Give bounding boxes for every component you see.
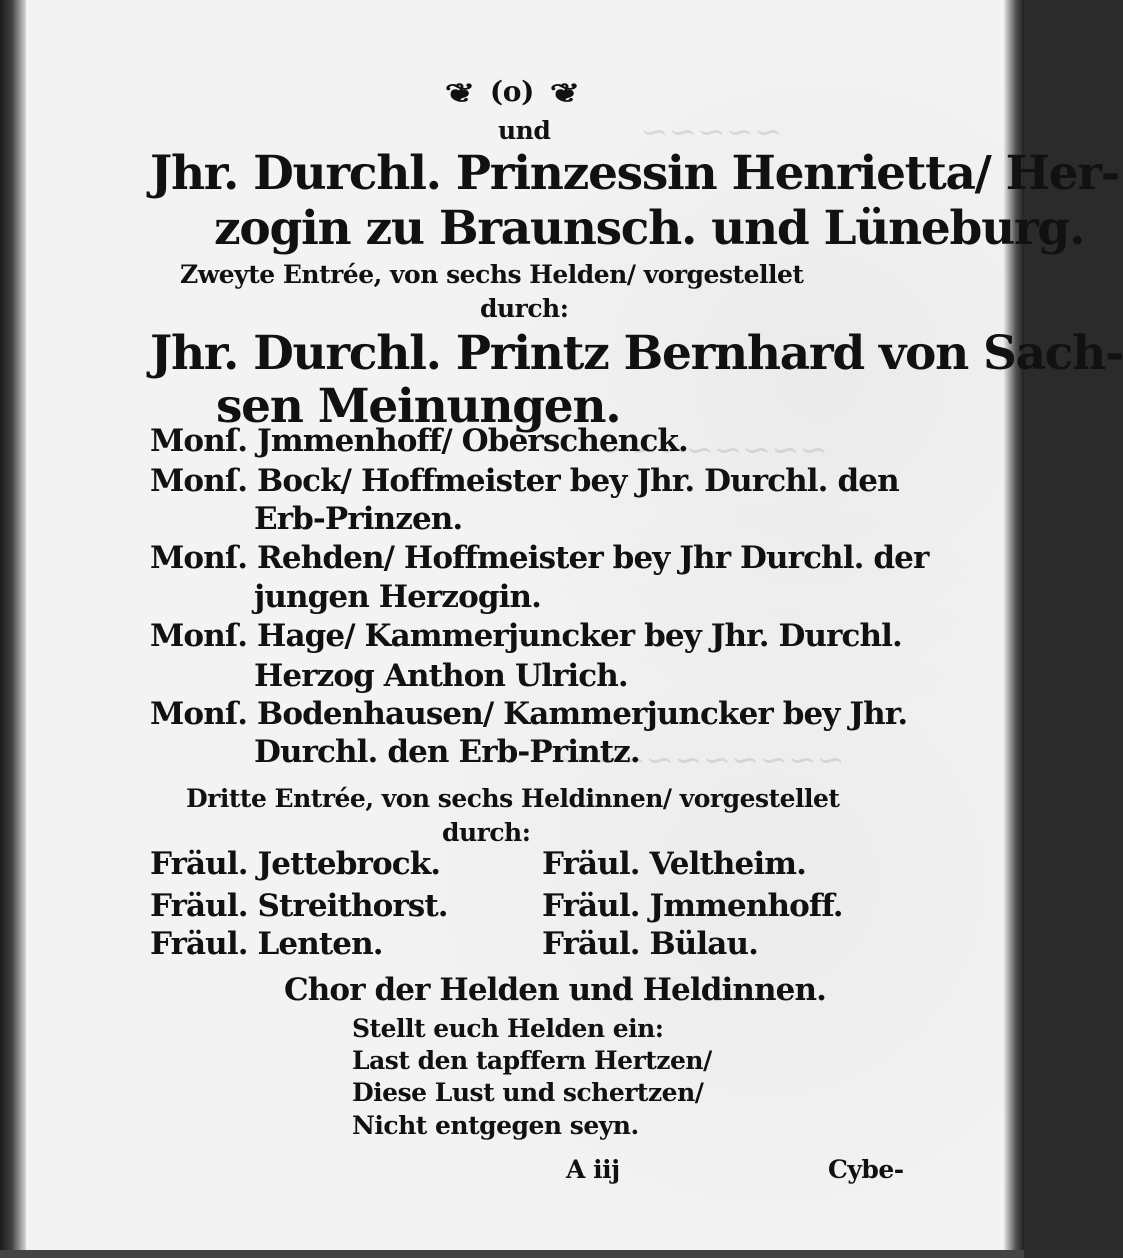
title-line-1: Jhr. Durchl. Prinzessin Henrietta/ Her- xyxy=(150,146,1119,201)
ornament-left-icon: ❦ xyxy=(444,78,475,109)
entree3-line-1: Dritte Entrée, von sechs Heldinnen/ vorgestellet xyxy=(186,784,840,813)
entree2-line-1: Zweyte Entrée, von sechs Helden/ vorgestellet xyxy=(180,260,804,289)
verse-line-1: Stellt euch Helden ein: xyxy=(352,1014,664,1043)
prince-line-1: Jhr. Durchl. Printz Bernhard von Sach- xyxy=(150,326,1123,381)
bleed-through-1: ~~~~~ xyxy=(640,112,783,152)
lady-left-1: Fräul. Jettebrock. xyxy=(150,846,441,882)
catchword: Cybe- xyxy=(828,1155,904,1184)
page-left-shadow xyxy=(0,0,26,1258)
signature-mark: A iij xyxy=(566,1155,620,1184)
bleed-through-3: ~~~~~~~~~~ xyxy=(560,740,845,780)
entree2-line-2: durch: xyxy=(480,294,569,323)
rehden-line-2: jungen Herzogin. xyxy=(254,579,542,615)
bock-line-2: Erb-Prinzen. xyxy=(254,501,463,537)
prince-line-2: sen Meinungen. xyxy=(216,379,621,434)
bleed-through-2: ~~~~~~~~ xyxy=(600,430,828,470)
page-bottom-shadow xyxy=(0,1250,1024,1258)
boden-line-2: Durchl. den Erb-Printz. xyxy=(254,734,640,770)
boden-line-1: Monſ. Bodenhausen/ Kammerjuncker bey Jhr. xyxy=(150,696,908,732)
page-marker: (o) xyxy=(489,75,535,108)
ornament-right-icon: ❦ xyxy=(549,78,580,109)
hage-line-2: Herzog Anthon Ulrich. xyxy=(254,658,628,694)
verse-line-2: Last den tapffern Hertzen/ xyxy=(352,1046,712,1075)
verse-line-4: Nicht entgegen seyn. xyxy=(352,1111,639,1140)
lady-right-2: Fräul. Jmmenhoff. xyxy=(542,888,843,924)
rehden-line-1: Monſ. Rehden/ Hoffmeister bey Jhr Durchl. der xyxy=(150,540,929,576)
title-line-2: zogin zu Braunsch. und Lüneburg. xyxy=(214,201,1085,256)
lady-left-2: Fräul. Streithorst. xyxy=(150,888,448,924)
chor-line: Chor der Helden und Heldinnen. xyxy=(284,972,826,1008)
page-header xyxy=(0,75,1024,109)
lady-right-1: Fräul. Veltheim. xyxy=(542,846,807,882)
bock-line-1: Monſ. Bock/ Hoffmeister bey Jhr. Durchl. den xyxy=(150,463,899,499)
lady-left-3: Fräul. Lenten. xyxy=(150,926,383,962)
verse-line-3: Diese Lust und schertzen/ xyxy=(352,1078,704,1107)
lady-right-3: Fräul. Bülau. xyxy=(542,926,759,962)
imm-line: Monſ. Jmmenhoff/ Oberschenck. xyxy=(150,423,688,459)
entree3-line-2: durch: xyxy=(442,818,531,847)
line-und: und xyxy=(498,116,551,145)
hage-line-1: Monſ. Hage/ Kammerjuncker bey Jhr. Durchl. xyxy=(150,618,902,654)
